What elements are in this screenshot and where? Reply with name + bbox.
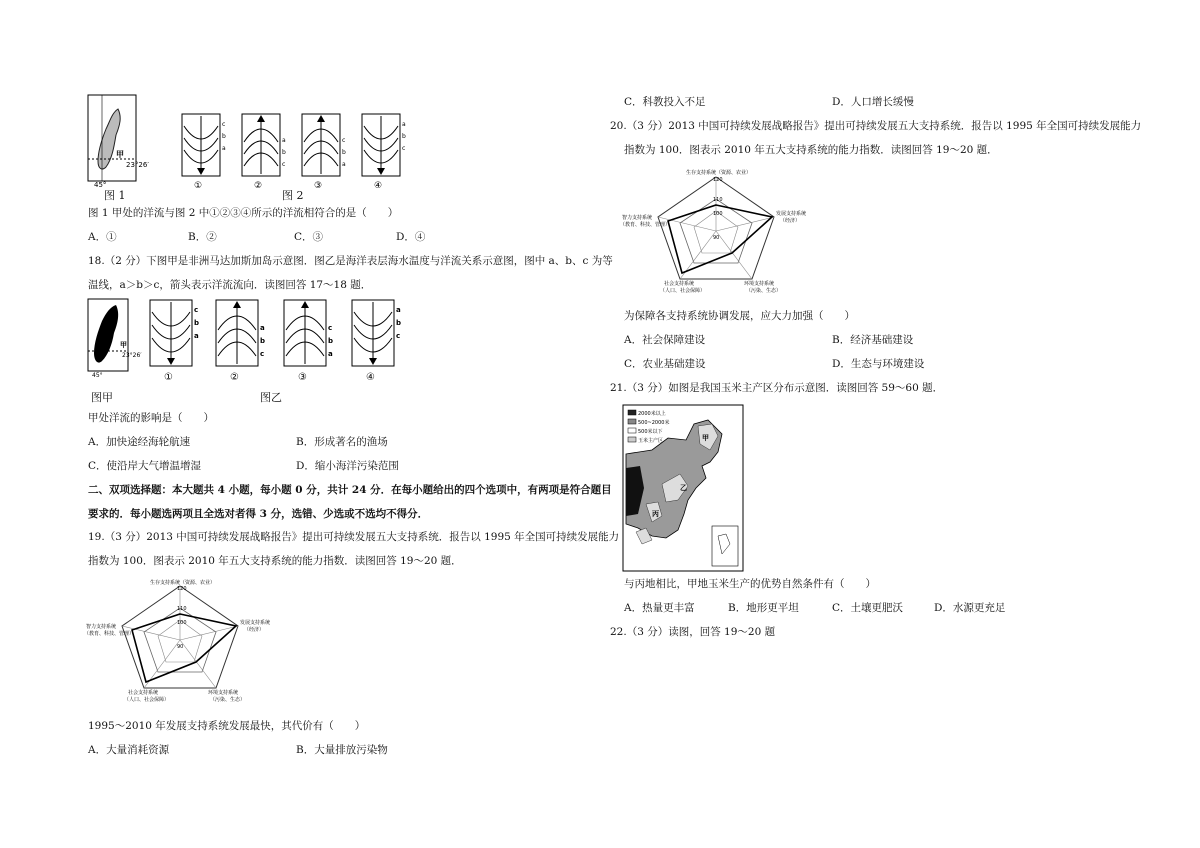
q18-iso-label: c xyxy=(396,332,401,340)
q17-iso-label: a xyxy=(402,121,406,128)
q20-option-a[interactable]: A．社会保障建设 xyxy=(624,334,706,346)
q18-iso-label: b xyxy=(396,319,402,327)
q17-iso-label: a xyxy=(342,161,346,168)
q18-option-a[interactable]: A．加快途经海轮航速 xyxy=(88,436,191,448)
q17-map-lon: 45° xyxy=(94,181,107,189)
q18-current-label-4: ④ xyxy=(366,372,375,383)
q19-radar-tick: 120 xyxy=(177,586,187,592)
q17-option-d[interactable]: D．④ xyxy=(396,231,426,243)
q17-fig2-currents xyxy=(178,112,410,192)
q17-fig1-map xyxy=(86,95,149,189)
q20-radar-label-left: 智力支持系统 xyxy=(622,215,653,221)
q19-option-c[interactable]: C．科教投入不足 xyxy=(624,96,706,108)
q21-stem: 与丙地相比，甲地玉米生产的优势自然条件有（ ） xyxy=(624,578,876,590)
q17-map-mark: 甲 xyxy=(116,150,124,159)
q17-current-3 xyxy=(302,114,346,191)
q20-radar-label-bl-sub: （人口、社会保障） xyxy=(660,288,706,294)
q20-radar-tick: 120 xyxy=(713,177,723,183)
q17-iso-label: a xyxy=(282,137,286,144)
q18-fig-jia-map xyxy=(86,299,142,379)
q21-option-b[interactable]: B．地形更平坦 xyxy=(728,602,799,614)
q20-radar-label-bl: 社会支持系统 xyxy=(664,281,695,287)
q20-radar-tick: 110 xyxy=(713,197,723,203)
q18-fig-yi-label: 图乙 xyxy=(260,391,282,404)
q18-iso-label: a xyxy=(194,332,199,340)
q17-iso-label: b xyxy=(402,133,406,140)
q19-radar-label-br: 环境支持系统 xyxy=(208,690,239,696)
q20-radar-label-right: 发展支持系统 xyxy=(776,211,807,217)
q20-radar-label-br-sub: （污染、生态） xyxy=(746,288,782,294)
section2-heading-line1: 二、双项选择题：本大题共 4 小题，每小题 0 分，共计 24 分．在每小题给出的四个选项中，有两项是符合题目 xyxy=(88,484,612,496)
q19-stem-line1: 19.（3 分）2013 中国可持续发展战略报告》提出可持续发展五大支持系统．报告以 1995 年全国可持续发展能力 xyxy=(88,531,620,543)
q17-current-4 xyxy=(362,114,406,191)
q19-radar-label-right-sub: （经济） xyxy=(244,627,265,633)
q21-option-a[interactable]: A．热量更丰富 xyxy=(624,602,695,614)
q18-iso-label: a xyxy=(328,350,333,358)
q20-radar-tick: 90 xyxy=(713,235,720,241)
q18-current-4 xyxy=(352,300,401,383)
q19-radar-chart xyxy=(84,578,290,704)
svg-text:甲: 甲 xyxy=(120,341,127,349)
q18-stem-line2: 温线，a＞b＞c，箭头表示洋流流向．读图回答 17～18 题． xyxy=(88,279,372,291)
q17-iso-label: b xyxy=(282,149,286,156)
q18-stem: 甲处洋流的影响是（ ） xyxy=(88,412,214,424)
q21-map-mark-bing: 丙 xyxy=(652,510,659,518)
q21-option-c[interactable]: C．土壤更肥沃 xyxy=(832,602,904,614)
q18-iso-label: c xyxy=(194,306,199,314)
q17-iso-label: c xyxy=(222,121,226,128)
q19-option-b[interactable]: B．大量排放污染物 xyxy=(296,744,388,756)
q17-iso-label: c xyxy=(282,161,286,168)
q21-corn-map xyxy=(622,404,744,572)
q20-radar-label-top: 生存支持系统（资源、农业） xyxy=(686,170,752,176)
q21-legend-low: 500米以下 xyxy=(638,429,663,435)
q17-map-lat: 23°26′ xyxy=(126,161,149,169)
q21-map-mark-yi: 乙 xyxy=(680,484,687,492)
q17-fig1-label: 图 1 xyxy=(104,189,126,202)
q18-fig-yi-currents xyxy=(148,298,408,384)
q17-option-a[interactable]: A．① xyxy=(88,231,117,243)
q18-fig-jia-label: 图甲 xyxy=(91,391,113,404)
q18-current-label-3: ③ xyxy=(298,372,307,383)
q17-option-c[interactable]: C．③ xyxy=(294,231,324,243)
q19-stem: 1995～2010 年发展支持系统发展最快，其代价有（ ） xyxy=(88,720,366,732)
q18-option-c[interactable]: C．使沿岸大气增温增湿 xyxy=(88,460,202,472)
section2-heading-line2: 要求的．每小题选两项且全选对者得 3 分，选错、少选或不选均不得分． xyxy=(88,508,429,520)
q19-radar-label-top: 生存支持系统（资源、农业） xyxy=(150,580,216,586)
q19-radar-label-left-sub: （教育、科技、管理） xyxy=(84,631,135,637)
q17-iso-label: c xyxy=(342,137,346,144)
q21-legend-high: 2000米以上 xyxy=(638,411,666,417)
q19-option-a[interactable]: A．大量消耗资源 xyxy=(88,744,170,756)
q19-radar-tick: 90 xyxy=(177,644,184,650)
q17-option-b[interactable]: B．② xyxy=(188,231,217,243)
q19-radar-label-left: 智力支持系统 xyxy=(86,624,117,630)
q19-radar-tick: 110 xyxy=(177,606,187,612)
q20-stem-line2: 指数为 100．图表示 2010 年五大支持系统的能力指数．读图回答 19～20 题． xyxy=(624,144,998,156)
q20-option-d[interactable]: D．生态与环境建设 xyxy=(832,358,925,370)
q21-option-d[interactable]: D．水源更充足 xyxy=(934,602,1006,614)
q18-option-b[interactable]: B．形成著名的渔场 xyxy=(296,436,388,448)
q20-radar-label-left-sub: （教育、科技、管理） xyxy=(620,222,671,228)
q20-radar-chart xyxy=(620,167,826,297)
q19-radar-label-right: 发展支持系统 xyxy=(240,620,271,626)
q18-iso-label: b xyxy=(260,337,266,345)
q21-map-mark-jia: 甲 xyxy=(702,434,709,442)
q17-current-label-2: ② xyxy=(254,181,263,191)
q18-current-label-2: ② xyxy=(230,372,239,383)
q20-option-c[interactable]: C．农业基础建设 xyxy=(624,358,706,370)
q18-iso-label: a xyxy=(260,324,265,332)
q20-stem: 为保障各支持系统协调发展，应大力加强（ ） xyxy=(624,310,855,322)
q17-current-label-3: ③ xyxy=(314,181,323,191)
q19-stem-line2: 指数为 100．图表示 2010 年五大支持系统的能力指数．读图回答 19～20 题． xyxy=(88,555,462,567)
q20-stem-line1: 20.（3 分）2013 中国可持续发展战略报告》提出可持续发展五大支持系统．报告以 1995 年全国可持续发展能力 xyxy=(610,120,1142,132)
q20-radar-label-right-sub: （经济） xyxy=(780,218,801,224)
q19-option-d[interactable]: D．人口增长缓慢 xyxy=(832,96,914,108)
q18-current-3 xyxy=(284,300,333,383)
q18-iso-label: a xyxy=(396,306,401,314)
q18-iso-label: b xyxy=(194,319,200,327)
q19-radar-label-bl-sub: （人口、社会保障） xyxy=(124,697,170,703)
q18-current-1 xyxy=(150,300,199,383)
q17-current-label-4: ④ xyxy=(374,181,383,191)
q17-current-label-1: ① xyxy=(194,181,203,191)
q21-legend-mid: 500~2000米 xyxy=(638,420,670,426)
q19-radar-label-br-sub: （污染、生态） xyxy=(210,697,246,703)
q18-stem-line1: 18.（2 分）下图甲是非洲马达加斯加岛示意图．图乙是海洋表层海水温度与洋流关系示意图，图中 a、b、c 为等 xyxy=(88,255,613,267)
q17-iso-label: a xyxy=(222,145,226,152)
q20-radar-label-br: 环境支持系统 xyxy=(744,281,775,287)
q17-iso-label: c xyxy=(402,145,406,152)
q20-radar-tick: 100 xyxy=(713,211,723,217)
q22-stem-line: 22.（3 分）读图，回答 19～20 题 xyxy=(610,626,776,638)
q21-legend-corn: 玉米主产区 xyxy=(638,438,664,444)
q18-option-d[interactable]: D．缩小海洋污染范围 xyxy=(296,460,399,472)
q18-map-lat: 23°26′ xyxy=(122,352,142,359)
q19-radar-label-bl: 社会支持系统 xyxy=(128,690,159,696)
q21-stem-line: 21.（3 分）如图是我国玉米主产区分布示意图．读图回答 59～60 题． xyxy=(610,382,944,394)
q20-option-b[interactable]: B．经济基础建设 xyxy=(832,334,914,346)
q17-iso-label: b xyxy=(342,149,346,156)
q17-stem: 图 1 甲处的洋流与图 2 中①②③④所示的洋流相符合的是（ ） xyxy=(88,207,399,219)
q17-current-1 xyxy=(182,114,226,191)
q18-current-label-1: ① xyxy=(164,372,173,383)
q18-iso-label: c xyxy=(260,350,265,358)
q17-fig2-label: 图 2 xyxy=(282,189,304,202)
q18-map-lon: 45° xyxy=(92,372,103,379)
q17-current-2 xyxy=(242,114,286,191)
q17-iso-label: b xyxy=(222,133,226,140)
q18-iso-label: b xyxy=(328,337,334,345)
q18-iso-label: c xyxy=(328,324,333,332)
q18-current-2 xyxy=(216,300,265,383)
q19-radar-tick: 100 xyxy=(177,620,187,626)
